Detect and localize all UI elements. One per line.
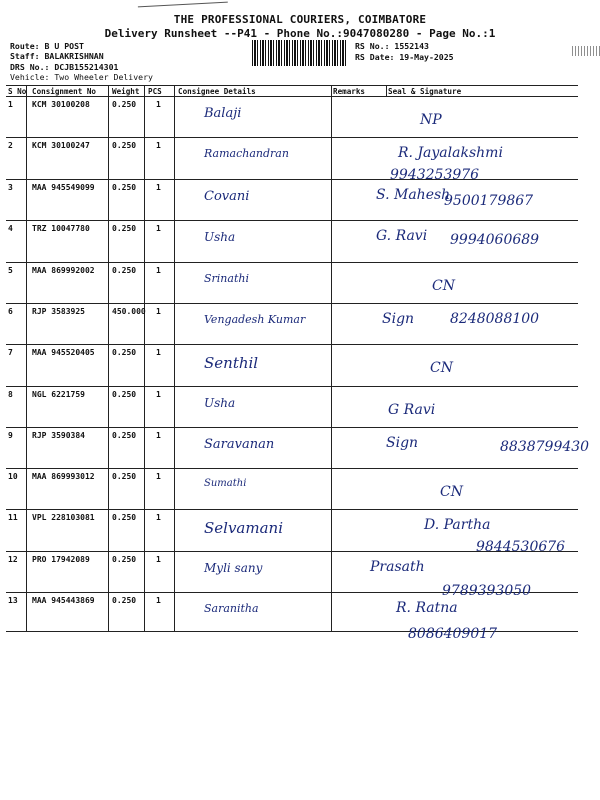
row-sno: 9 [8,431,13,440]
row-divider [6,262,578,263]
row-divider [6,386,578,387]
col-header-consignment: Consignment No [32,87,97,96]
row-weight: 0.250 [112,266,137,275]
row-phone-handwritten: 8248088100 [450,311,540,327]
col-header-weight: Weight [112,87,140,96]
row-weight: 0.250 [112,513,137,522]
col-header-seal: Seal & Signature [388,87,462,96]
col-header-pcs: PCS [148,87,162,96]
row-pcs: 1 [156,307,161,316]
row-sno: 4 [8,224,13,233]
row-seal-handwritten: Prasath [370,559,425,575]
row-divider [6,96,578,97]
row-consignee-handwritten: Covani [204,189,250,204]
row-consignment-no: VPL 228103081 [32,513,95,522]
row-seal-handwritten: R. Ratna [396,600,458,616]
row-sno: 10 [8,472,18,481]
barcode-secondary [572,46,600,56]
row-consignee-handwritten: Srinathi [204,272,249,285]
column-divider [331,85,332,631]
row-weight: 0.250 [112,555,137,564]
row-consignment-no: MAA 945549099 [32,183,95,192]
row-weight: 0.250 [112,348,137,357]
row-divider [6,509,578,510]
rs-date: RS Date: 19-May-2025 [355,52,454,62]
row-consignment-no: KCM 30100208 [32,100,90,109]
column-divider [386,85,387,96]
row-weight: 0.250 [112,472,137,481]
row-divider [6,179,578,180]
row-weight: 0.250 [112,431,137,440]
row-seal-handwritten: D. Partha [424,517,491,533]
row-seal-handwritten: G. Ravi [376,228,428,244]
row-pcs: 1 [156,596,161,605]
row-sno: 3 [8,183,13,192]
row-consignee-handwritten: Senthil [204,354,259,372]
row-pcs: 1 [156,224,161,233]
row-seal-handwritten: Sign [382,311,415,327]
row-consignment-no: TRZ 10047780 [32,224,90,233]
row-pcs: 1 [156,183,161,192]
row-consignee-handwritten: Usha [204,396,236,410]
row-sno: 13 [8,596,18,605]
staff-text: Staff: BALAKRISHNAN [10,51,104,61]
row-pcs: 1 [156,555,161,564]
row-seal-handwritten: CN [440,484,463,500]
row-pcs: 1 [156,348,161,357]
row-divider [6,137,578,138]
row-consignee-handwritten: Saravanan [204,437,275,452]
row-pcs: 1 [156,141,161,150]
row-weight: 0.250 [112,390,137,399]
row-consignment-no: MAA 945443869 [32,596,95,605]
row-phone-handwritten: 9943253976 [390,167,480,183]
row-consignment-no: NGL 6221759 [32,390,85,399]
row-weight: 0.250 [112,183,137,192]
page-subtitle: Delivery Runsheet --P41 - Phone No.:9047080280 - Page No.:1 [104,27,496,40]
column-divider [174,85,175,631]
row-phone-handwritten: 8086409017 [408,626,498,642]
row-pcs: 1 [156,266,161,275]
row-sno: 7 [8,348,13,357]
row-consignment-no: RJP 3583925 [32,307,85,316]
row-phone-handwritten: 9844530676 [476,539,566,555]
row-weight: 0.250 [112,100,137,109]
row-sno: 6 [8,307,13,316]
row-phone-handwritten: 9500179867 [444,193,534,209]
row-weight: 450.000 [112,307,146,316]
row-consignee-handwritten: Usha [204,230,236,244]
rs-number: RS No.: 1552143 [355,41,429,51]
page-title: THE PROFESSIONAL COURIERS, COIMBATORE [173,13,427,26]
row-phone-handwritten: 8838799430 [500,439,590,455]
row-pcs: 1 [156,100,161,109]
row-consignment-no: MAA 869993012 [32,472,95,481]
route-text: Route: B U POST [10,41,84,51]
col-header-consignee: Consignee Details [178,87,256,96]
row-seal-handwritten: S. Mahesh [376,187,451,203]
col-header-sno: S No [8,87,27,96]
row-weight: 0.250 [112,596,137,605]
row-consignment-no: KCM 30100247 [32,141,90,150]
row-sno: 2 [8,141,13,150]
row-consignee-handwritten: Vengadesh Kumar [204,313,306,326]
row-consignment-no: MAA 945520405 [32,348,95,357]
row-sno: 12 [8,555,18,564]
row-phone-handwritten: 9994060689 [450,232,540,248]
row-weight: 0.250 [112,224,137,233]
col-header-remarks: Remarks [333,87,366,96]
row-pcs: 1 [156,513,161,522]
row-seal-handwritten: R. Jayalakshmi [398,145,503,161]
row-weight: 0.250 [112,141,137,150]
row-sno: 8 [8,390,13,399]
row-consignee-handwritten: Saranitha [204,602,259,615]
row-divider [6,220,578,221]
column-divider [26,85,27,631]
row-pcs: 1 [156,472,161,481]
pen-mark [138,2,228,14]
barcode [252,40,348,66]
row-divider [6,427,578,428]
row-consignment-no: RJP 3590384 [32,431,85,440]
row-consignee-handwritten: Balaji [204,106,242,121]
column-divider [144,85,145,631]
row-seal-handwritten: Sign [386,435,419,451]
row-consignee-handwritten: Myli sany [204,561,263,575]
drs-text: DRS No.: DCJB155214301 [10,62,119,72]
row-consignee-handwritten: Selvamani [204,519,283,537]
column-divider [108,85,109,631]
row-consignee-handwritten: Sumathi [204,478,247,489]
row-pcs: 1 [156,390,161,399]
row-divider [6,303,578,304]
row-consignment-no: PRO 17942089 [32,555,90,564]
row-pcs: 1 [156,431,161,440]
row-seal-handwritten: G Ravi [388,402,436,418]
row-seal-handwritten: CN [430,360,453,376]
table-border-top [6,85,578,86]
vehicle-text: Vehicle: Two Wheeler Delivery [10,72,153,82]
row-divider [6,344,578,345]
row-seal-handwritten: CN [432,278,455,294]
row-sno: 1 [8,100,13,109]
row-divider [6,468,578,469]
row-sno: 5 [8,266,13,275]
row-consignment-no: MAA 869992002 [32,266,95,275]
row-consignee-handwritten: Ramachandran [204,147,289,160]
row-sno: 11 [8,513,18,522]
row-seal-handwritten: NP [420,112,442,128]
row-phone-handwritten: 9789393050 [442,583,532,599]
